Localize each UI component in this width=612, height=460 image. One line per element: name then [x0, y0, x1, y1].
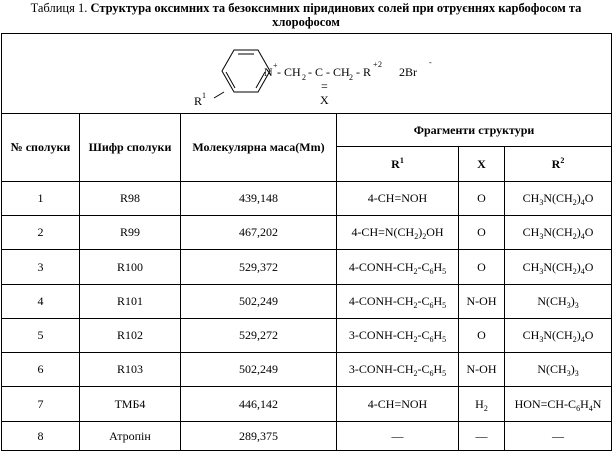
cell-r2: $CH_3N(CH_2)_4O$: [505, 182, 612, 216]
cell-r2: $CH_3N(CH_2)_4O$: [505, 216, 612, 250]
cell-mass: 502,249: [181, 353, 337, 387]
r1-bond: [214, 92, 224, 98]
cell-code: Атропін: [80, 422, 181, 451]
cell-number: 8: [2, 422, 80, 451]
x-substituent: X: [320, 93, 329, 107]
cell-number: 3: [2, 250, 80, 285]
cell-mass: 446,142: [181, 387, 337, 422]
header-x: X: [459, 147, 505, 182]
cell-x: O: [459, 182, 505, 216]
cell-number: 4: [2, 285, 80, 319]
cell-x: —: [459, 422, 505, 451]
cell-mass: 439,148: [181, 182, 337, 216]
nitrogen-charge: +: [273, 61, 278, 70]
caption-prefix: Таблиця 1.: [30, 1, 91, 15]
r2-charge: +: [373, 60, 378, 69]
table-row: [2, 285, 612, 319]
chain-ch2-b: CH: [333, 65, 350, 79]
cell-mass: 289,375: [181, 422, 337, 451]
cell-r2: $CH_3N(CH_2)_4O$: [505, 319, 612, 353]
table-body: [2, 182, 612, 451]
cell-r2: $N(CH_3)_3$: [505, 285, 612, 319]
cell-r1: 4-CH=NOH: [337, 182, 459, 216]
double-bond-sign: =: [321, 79, 328, 93]
caption-title-line2: хлорофосом: [272, 15, 340, 29]
cell-r1: $4-CONH-CH_2-C_6H_5$: [337, 250, 459, 285]
nitrogen-atom: N: [264, 65, 273, 79]
chain-ch2-a: - CH: [277, 65, 301, 79]
cell-code: R100: [80, 250, 181, 285]
table-row: [2, 319, 612, 353]
cell-mass: 467,202: [181, 216, 337, 250]
table-row: [2, 387, 612, 422]
cell-r2: $HON=CH-C_6H_4N$: [505, 387, 612, 422]
bromide-charge: -: [429, 58, 432, 67]
cell-x: O: [459, 216, 505, 250]
table-row: [2, 422, 612, 451]
cell-number: 2: [2, 216, 80, 250]
header-compound-code: Шифр сполуки: [80, 114, 181, 182]
chain-r2: - R: [356, 65, 371, 79]
cell-code: R99: [80, 216, 181, 250]
cell-x: N-OH: [459, 285, 505, 319]
cell-r1: $3-CONH-CH_2-C_6H_5$: [337, 353, 459, 387]
cell-r2: $N(CH_3)_3$: [505, 353, 612, 387]
cell-code: R102: [80, 319, 181, 353]
table-caption: [0, 1, 612, 29]
cell-code: R101: [80, 285, 181, 319]
cell-r1: $4-CH=N(CH_2)_2OH$: [337, 216, 459, 250]
cell-code: R103: [80, 353, 181, 387]
header-compound-number: № сполуки: [2, 114, 80, 182]
table-row: [2, 216, 612, 250]
cell-r1: $3-CONH-CH_2-C_6H_5$: [337, 319, 459, 353]
cell-x: $H_2$: [459, 387, 505, 422]
pyridinium-structure-diagram: [2, 34, 612, 113]
table-row: [2, 353, 612, 387]
compounds-table: [1, 33, 612, 451]
chain-ch2-b-sub: 2: [349, 73, 353, 82]
cell-number: 6: [2, 353, 80, 387]
header-molecular-mass: Молекулярна маса(Mm): [181, 114, 337, 182]
cell-code: ТМБ4: [80, 387, 181, 422]
cell-x: N-OH: [459, 353, 505, 387]
cell-x: O: [459, 319, 505, 353]
table-row: [2, 250, 612, 285]
cell-x: O: [459, 250, 505, 285]
header-structure-fragments: Фрагменти структури: [337, 114, 612, 147]
cell-mass: 529,272: [181, 319, 337, 353]
chain-c: - C -: [308, 65, 330, 79]
cell-number: 7: [2, 387, 80, 422]
r1-label: R: [194, 94, 203, 108]
r1-sup: 1: [202, 91, 206, 100]
pyridine-ring: [222, 50, 270, 92]
caption-title-line1: Структура оксимних та безоксимних піридинових солей при отруєннях карбофосом та: [90, 1, 582, 15]
cell-number: 5: [2, 319, 80, 353]
table-row: [2, 182, 612, 216]
cell-r1: —: [337, 422, 459, 451]
bromide: 2Br: [399, 65, 417, 79]
header-r2: $R^2$: [505, 147, 612, 182]
general-structure-formula: [2, 34, 612, 114]
r2-sup: 2: [378, 60, 382, 69]
header-r1: $R^1$: [337, 147, 459, 182]
cell-mass: 529,372: [181, 250, 337, 285]
cell-r2: —: [505, 422, 612, 451]
cell-code: R98: [80, 182, 181, 216]
cell-r1: 4-CH=NOH: [337, 387, 459, 422]
cell-r2: $CH_3N(CH_2)_4O$: [505, 250, 612, 285]
cell-number: 1: [2, 182, 80, 216]
chain-ch2-a-sub: 2: [302, 73, 306, 82]
cell-r1: $4-CONH-CH_2-C_6H_5$: [337, 285, 459, 319]
cell-mass: 502,249: [181, 285, 337, 319]
